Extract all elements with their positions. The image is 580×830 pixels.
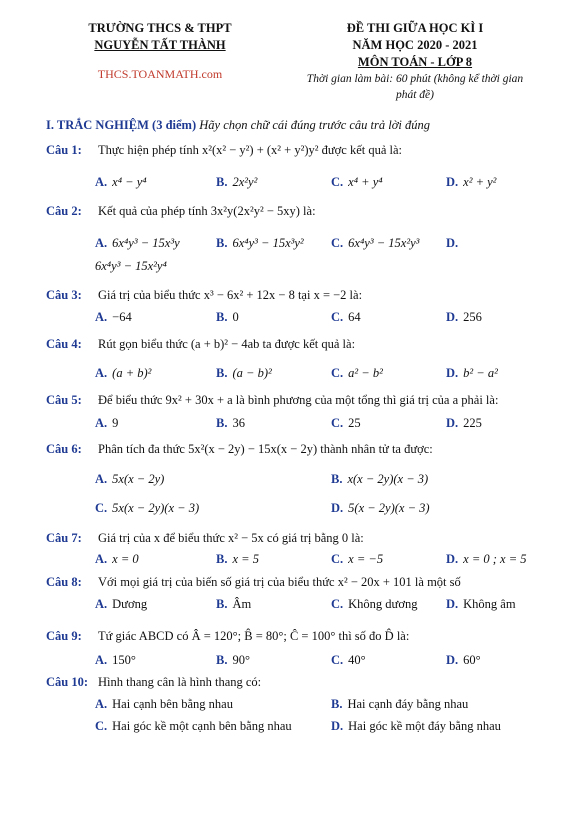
option-a[interactable]: A. (a + b)² (95, 366, 152, 380)
option-a[interactable]: A. Dương (95, 597, 148, 611)
question-number: Câu 9: (46, 629, 82, 643)
option-b[interactable]: B. 36 (216, 416, 245, 430)
option-a[interactable]: A. −64 (95, 310, 132, 324)
option-c[interactable]: C. Hai góc kề một cạnh bên bằng nhau (95, 719, 292, 733)
question-text: Với mọi giá trị của biến số giá trị của biểu thức x² − 20x + 101 là một số (98, 575, 461, 589)
question-10 (46, 675, 261, 690)
school-header (60, 20, 260, 82)
question-number: Câu 7: (46, 531, 82, 545)
option-d[interactable]: D. (446, 236, 459, 250)
option-d[interactable]: D. x² + y² (446, 175, 497, 189)
option-c[interactable]: C. 40° (331, 653, 366, 667)
option-c[interactable]: C. Không dương (331, 597, 418, 611)
question-text: Để biểu thức 9x² + 30x + a là bình phương của một tổng thì giá trị của a phải là: (98, 393, 499, 407)
option-d[interactable]: D. Hai góc kề một đáy bằng nhau (331, 719, 501, 733)
question-number: Câu 2: (46, 204, 82, 218)
exam-header (300, 20, 530, 103)
question-number: Câu 1: (46, 143, 82, 157)
option-b[interactable]: B. x = 5 (216, 552, 259, 566)
question-7 (46, 531, 364, 546)
school-name-line1: TRƯỜNG THCS & THPT (88, 21, 232, 35)
question-number: Câu 3: (46, 288, 82, 302)
option-c[interactable]: C. 64 (331, 310, 361, 324)
question-text: Rút gọn biểu thức (a + b)² − 4ab ta được kết quả là: (98, 337, 356, 351)
option-a[interactable]: A. 9 (95, 416, 119, 430)
option-b[interactable]: B. 2x²y² (216, 175, 258, 189)
exam-time: Thời gian làm bài: 60 phút (không kể thời gian phát đề) (306, 73, 524, 101)
question-1 (46, 143, 402, 158)
question-5 (46, 393, 498, 408)
school-name-line2: NGUYỄN TẤT THÀNH (94, 38, 226, 52)
question-4 (46, 337, 355, 352)
option-c[interactable]: C. a² − b² (331, 366, 383, 380)
option-b[interactable]: B. Âm (216, 597, 252, 611)
question-3 (46, 288, 362, 303)
option-d[interactable]: D. b² − a² (446, 366, 498, 380)
question-text: Giá trị của x để biểu thức x² − 5x có giá trị bằng 0 là: (98, 531, 364, 545)
section-title: I. TRẮC NGHIỆM (3 điểm) (46, 118, 197, 132)
option-b[interactable]: B. x(x − 2y)(x − 3) (331, 472, 429, 486)
question-6 (46, 442, 433, 457)
option-b[interactable]: B. 90° (216, 653, 250, 667)
option-d[interactable]: D. 225 (446, 416, 482, 430)
option-b[interactable]: B. 0 (216, 310, 239, 324)
question-8 (46, 575, 461, 590)
question-2 (46, 204, 316, 219)
option-a[interactable]: A. x = 0 (95, 552, 139, 566)
option-c[interactable]: C. x⁴ + y⁴ (331, 175, 383, 189)
question-number: Câu 8: (46, 575, 82, 589)
question-text: Giá trị của biểu thức x³ − 6x² + 12x − 8 tại x = −2 là: (98, 288, 363, 302)
option-d[interactable]: D. 256 (446, 310, 482, 324)
question-9 (46, 629, 409, 644)
question-number: Câu 4: (46, 337, 82, 351)
section-heading (46, 118, 430, 133)
section-instruction: Hãy chọn chữ cái đúng trước câu trả lời đúng (199, 118, 431, 132)
option-d[interactable]: D. x = 0 ; x = 5 (446, 552, 527, 566)
option-c[interactable]: C. 25 (331, 416, 361, 430)
option-d[interactable]: D. 60° (446, 653, 481, 667)
option-a[interactable]: A. 6x⁴y³ − 15x³y (95, 236, 180, 250)
school-year: NĂM HỌC 2020 - 2021 (352, 38, 478, 52)
option-c[interactable]: C. 5x(x − 2y)(x − 3) (95, 501, 200, 515)
option-a[interactable]: A. Hai cạnh bên bằng nhau (95, 697, 233, 711)
option-b[interactable]: B. (a − b)² (216, 366, 272, 380)
option-a[interactable]: A. x⁴ − y⁴ (95, 175, 147, 189)
option-a[interactable]: A. 5x(x − 2y) (95, 472, 165, 486)
question-text: Phân tích đa thức 5x²(x − 2y) − 15x(x − 2y) thành nhân tử ta được: (98, 442, 433, 456)
website-label: THCS.TOANMATH.com (97, 67, 223, 81)
option-b[interactable]: B. 6x⁴y³ − 15x³y² (216, 236, 304, 250)
option-c[interactable]: C. x = −5 (331, 552, 384, 566)
question-text: Thực hiện phép tính x²(x² − y²) + (x² + y²)y² được kết quả là: (98, 143, 403, 157)
question-number: Câu 5: (46, 393, 82, 407)
question-number: Câu 10: (46, 675, 89, 689)
option-c[interactable]: C. 6x⁴y³ − 15x²y³ (331, 236, 420, 250)
option-a[interactable]: A. 150° (95, 653, 136, 667)
option-b[interactable]: B. Hai cạnh đáy bằng nhau (331, 697, 469, 711)
question-number: Câu 6: (46, 442, 82, 456)
exam-title: ĐỀ THI GIỮA HỌC KÌ I (346, 21, 484, 35)
subject: MÔN TOÁN - LỚP 8 (357, 55, 473, 69)
option-d-continued: 6x⁴y³ − 15x²y⁴ (95, 259, 167, 273)
question-text: Tứ giác ABCD có Â = 120°; B̂ = 80°; Ĉ = 100° thì số đo D̂ là: (98, 629, 410, 643)
option-d[interactable]: D. Không âm (446, 597, 516, 611)
option-d[interactable]: D. 5(x − 2y)(x − 3) (331, 501, 430, 515)
question-text: Hình thang cân là hình thang có: (98, 675, 262, 689)
question-text: Kết quả của phép tính 3x²y(2x²y² − 5xy) là: (98, 204, 316, 218)
